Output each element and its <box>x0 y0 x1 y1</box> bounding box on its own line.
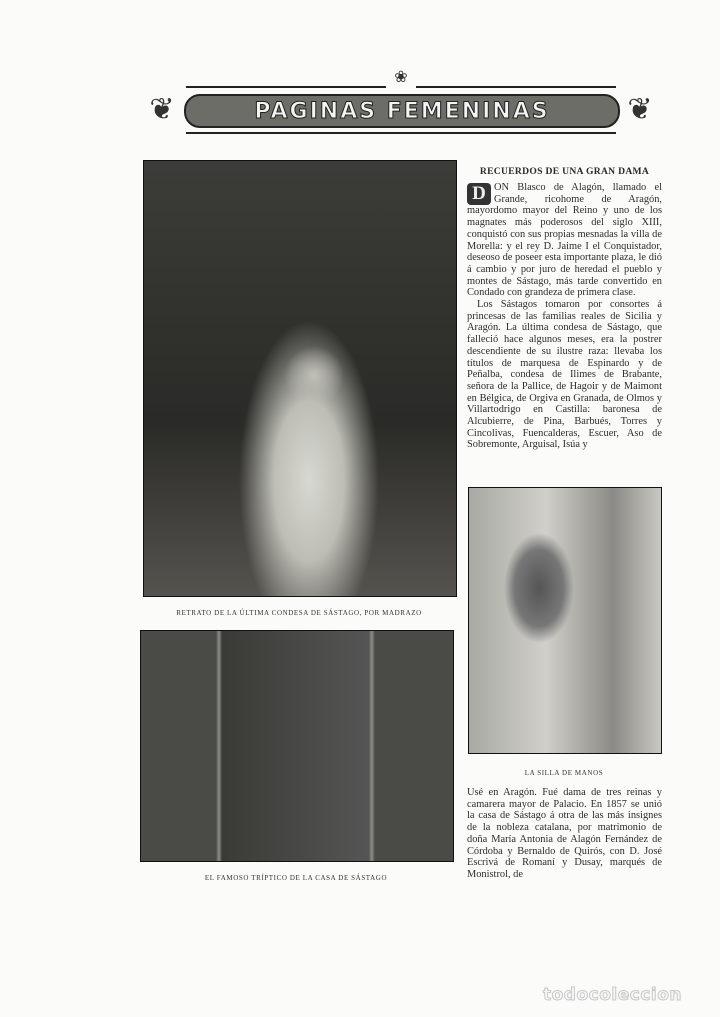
article-title: RECUERDOS DE UNA GRAN DAMA <box>479 166 650 177</box>
triptych-photo <box>140 630 454 862</box>
floral-ornament-icon: ❦ <box>627 93 653 126</box>
banner-rule <box>186 132 616 134</box>
article-paragraph: ON Blasco de Alagón, llamado el Grande, ricohome de Aragón, mayordomo mayor del Reino y uno de los magnates más poderosos del siglo XIII, conquistó con sus propias mesnadas la villa de Morella: y el rey D. Jaime I el Conquistador, deseoso de poseer esta importante plaza, le dió á cambio y por juro de heredad el pueblo y montes de Sástago, más tarde convertido en Condado con grandeza de primera clase. <box>467 182 662 299</box>
watermark: todocoleccion <box>543 985 683 1005</box>
article-paragraph: Los Sástagos tomaron por consortes á princesas de las familias reales de Sicilia y Aragón. La última condesa de Sástago, que falleció hace algunos meses, era la postrer descendiente de su ilustre raza: llevaba los títulos de marquesa de Espinardo y de Peñalba, condesa de Ilimes de Brabante, señora de la Pallice, de Hagoir y de Maimont en Bélgica, de Orgiva en Granada, de Olmos y Villartodrigo en Castilla: baronesa de Alcubierre, de Pina, Barbués, Torres y Cincolivas, Fuencalderas, Escuer, Aso de Sobremonte, Arguisal, Isúa y <box>467 299 662 451</box>
section-title: PAGINAS FEMENINAS <box>254 98 550 124</box>
portrait-caption: RETRATO DE LA ÚLTIMA CONDESA DE SÁSTAGO, POR MADRAZO <box>176 609 422 617</box>
article-body <box>467 182 662 451</box>
triptych-caption: EL FAMOSO TRÍPTICO DE LA CASA DE SÁSTAGO <box>204 874 388 882</box>
portrait-photo <box>143 160 457 597</box>
article-continuation <box>467 787 662 881</box>
floral-ornament-icon: ❦ <box>149 93 175 126</box>
header-banner <box>142 69 660 140</box>
sedan-chair-caption: LA SILLA DE MANOS <box>524 769 604 777</box>
banner-plaque <box>184 94 620 128</box>
sedan-chair-photo <box>468 487 662 754</box>
drop-cap: D <box>467 183 491 205</box>
article-paragraph: Usé en Aragón. Fué dama de tres reinas y camarera mayor de Palacio. En 1857 se unió la casa de Sástago á otra de las más insignes de la nobleza catalana, por matrimonio de doña María Antonia de Alagón Fernández de Córdoba y Bernaldo de Quirós, con D. José Escrivá de Romaní y Dusay, marqués de Monistrol, de <box>467 787 662 880</box>
floral-ornament-icon: ❀ <box>386 68 416 88</box>
